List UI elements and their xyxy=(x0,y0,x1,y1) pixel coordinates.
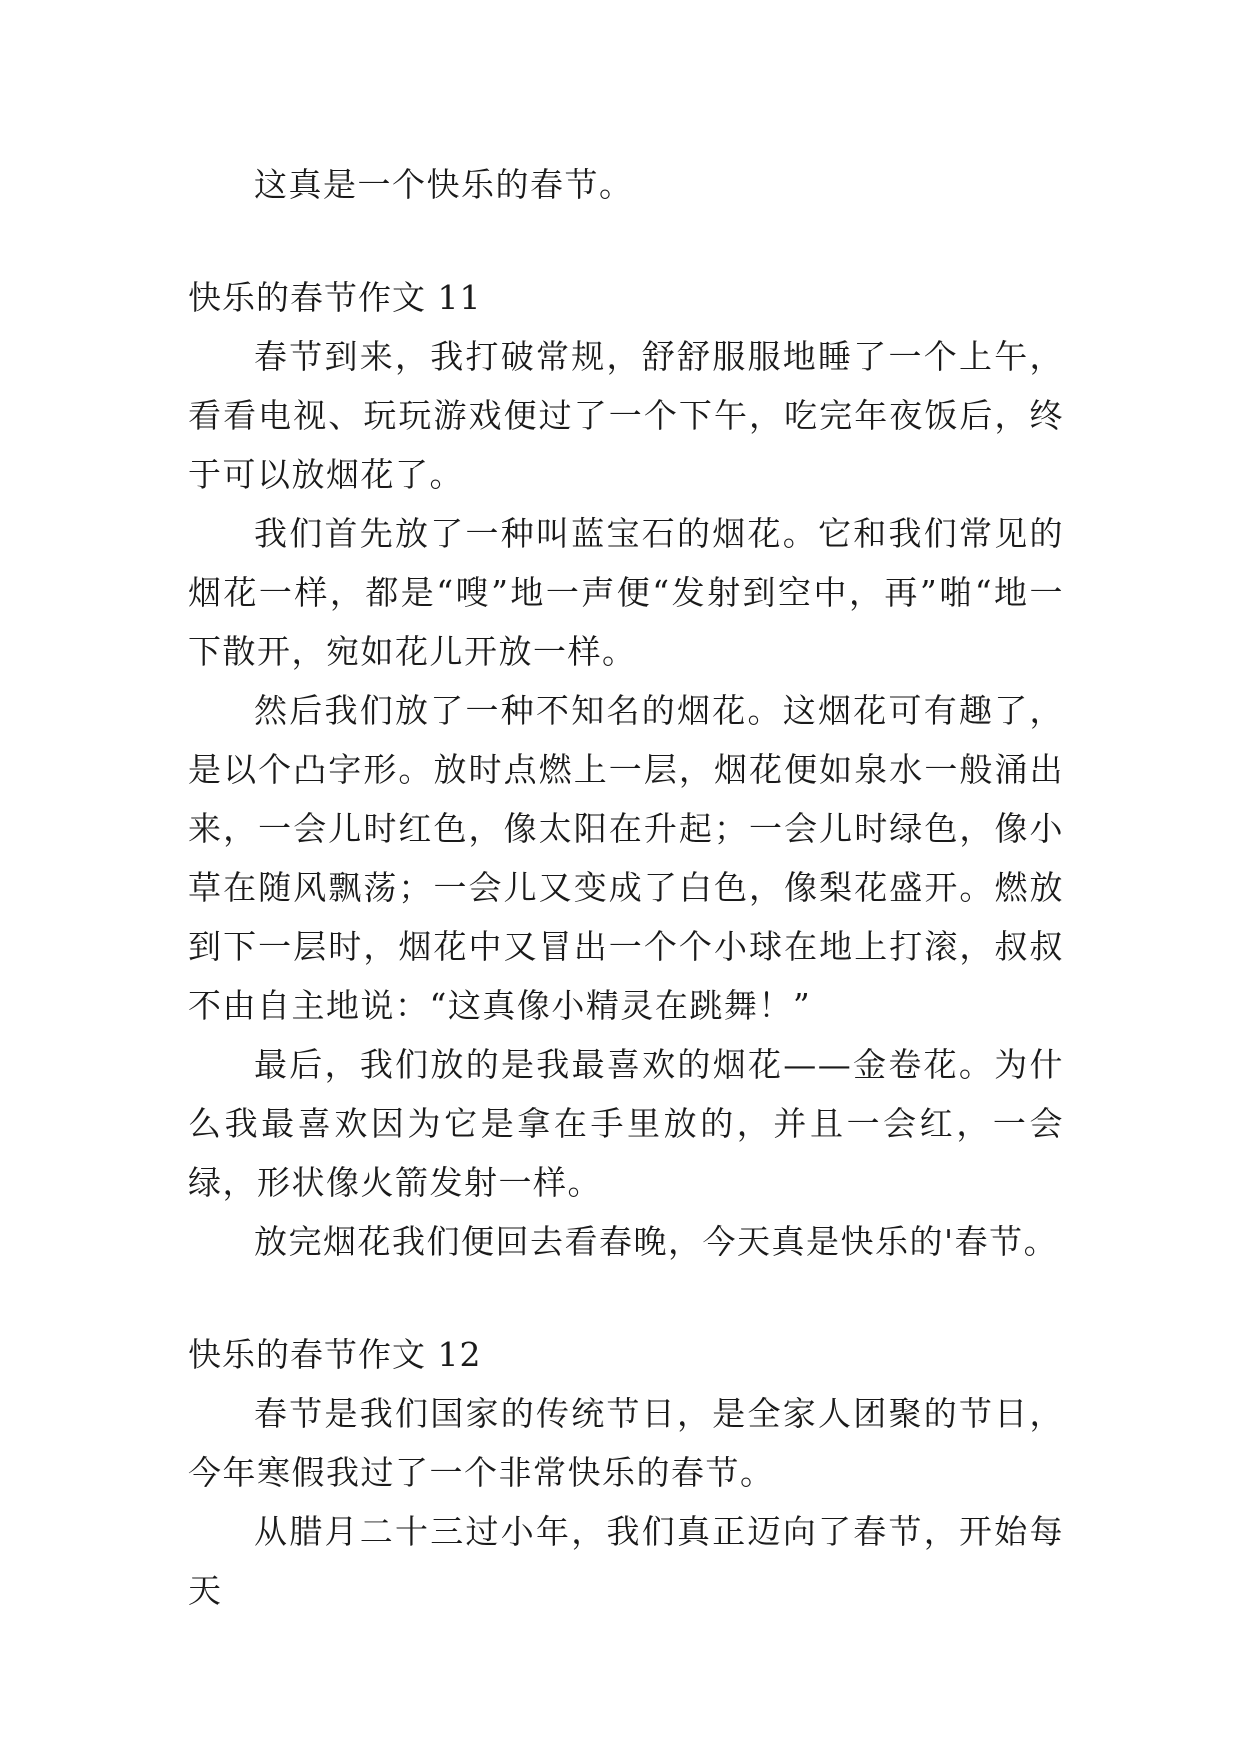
paragraph: 我们首先放了一种叫蓝宝石的烟花。它和我们常见的烟花一样，都是“嗖”地一声便“发射到空中，再”啪“地一下散开，宛如花儿开放一样。 xyxy=(188,514,1064,671)
section-gap xyxy=(188,1271,1064,1325)
paragraph: 春节到来，我打破常规，舒舒服服地睡了一个上午，看看电视、玩玩游戏便过了一个下午，吃完年夜饭后，终于可以放烟花了。 xyxy=(188,337,1064,494)
paragraph: 然后我们放了一种不知名的烟花。这烟花可有趣了，是以个凸字形。放时点燃上一层，烟花便如泉水一般涌出来，一会儿时红色，像太阳在升起；一会儿时绿色，像小草在随风飘荡；一会儿又变成了白色，像梨花盛开。燃放到下一层时，烟花中又冒出一个个小球在地上打滚，叔叔不由自主地说：“这真像小精灵在跳舞！” xyxy=(188,691,1064,1025)
essay-section-11 xyxy=(188,268,1064,1271)
paragraph: 从腊月二十三过小年，我们真正迈向了春节，开始每天 xyxy=(188,1512,1064,1610)
section-title: 快乐的春节作文 12 xyxy=(188,1335,482,1374)
essay-section-12 xyxy=(188,1325,1064,1620)
section-title: 快乐的春节作文 11 xyxy=(188,278,482,317)
intro-paragraph: 这真是一个快乐的春节。 xyxy=(254,165,634,204)
section-gap xyxy=(188,214,1064,268)
paragraph: 放完烟花我们便回去看春晚，今天真是快乐的'春节。 xyxy=(254,1222,1059,1261)
paragraph: 春节是我们国家的传统节日，是全家人团聚的节日，今年寒假我过了一个非常快乐的春节。 xyxy=(188,1394,1064,1492)
paragraph: 最后，我们放的是我最喜欢的烟花——金卷花。为什么我最喜欢因为它是拿在手里放的，并且一会红，一会绿，形状像火箭发射一样。 xyxy=(188,1045,1064,1202)
document-body xyxy=(188,155,1064,1620)
